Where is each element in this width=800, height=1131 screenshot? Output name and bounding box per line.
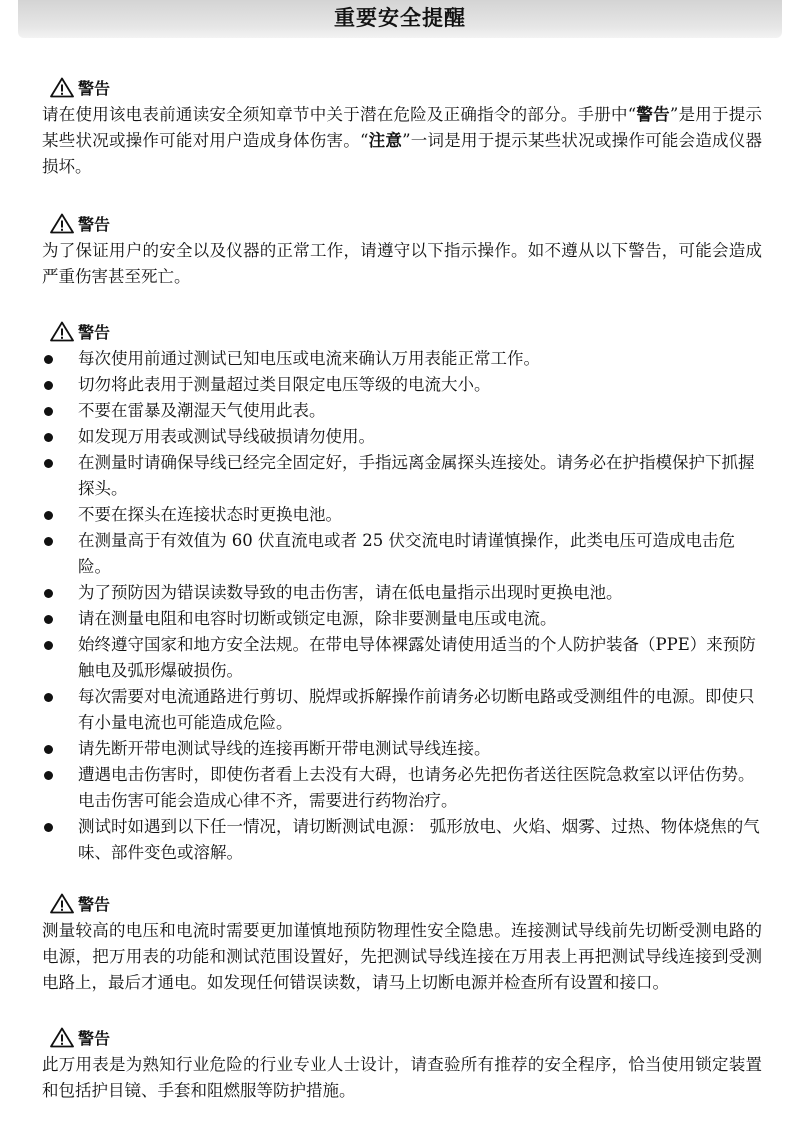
warning-label: 警告: [78, 894, 111, 914]
list-item: 在测量高于有效值为 60 伏直流电或者 25 伏交流电时请谨慎操作，此类电压可造成电击危险。: [42, 528, 762, 580]
warning-label: 警告: [78, 214, 111, 234]
bullet-dot-icon: [44, 589, 53, 598]
caution-term: 注意: [368, 131, 403, 150]
list-item: 在测量时请确保导线已经完全固定好，手指远离金属探头连接处。请务必在护指模保护下抓握探头。: [42, 450, 762, 502]
warning-triangle-icon: [50, 77, 74, 98]
bullet-dot-icon: [44, 459, 53, 468]
warning-text: 请在使用该电表前通读安全须知章节中关于潜在危险及正确指令的部分。手册中“警告”是用于提示某些状况或操作可能对用户造成身体伤害。“注意”一词是用于提示某些状况或操作可能会造成仪器损坏。: [42, 105, 763, 176]
warning-heading: [50, 208, 762, 238]
bullet-dot-icon: [44, 823, 53, 832]
list-item: 切勿将此表用于测量超过类目限定电压等级的电流大小。: [42, 372, 762, 398]
bullet-dot-icon: [44, 511, 53, 520]
warning-triangle-icon: [50, 1027, 74, 1048]
warning-label: 警告: [78, 322, 111, 342]
page-title: 重要安全提醒: [334, 6, 466, 30]
list-item: 每次需要对电流通路进行剪切、脱焊或拆解操作前请务必切断电路或受测组件的电源。即使只有小量电流也可能造成危险。: [42, 684, 762, 736]
warning-section-4: [42, 888, 762, 996]
bullet-dot-icon: [44, 433, 53, 442]
warning-triangle-icon: [50, 213, 74, 234]
warning-label: 警告: [78, 1028, 111, 1048]
list-item: 请在测量电阻和电容时切断或锁定电源，除非要测量电压或电流。: [42, 606, 762, 632]
bullet-dot-icon: [44, 745, 53, 754]
warning-text: 此万用表是为熟知行业危险的行业专业人士设计，请查验所有推荐的安全程序，恰当使用锁定装置和包括护目镜、手套和阻燃服等防护措施。: [42, 1055, 762, 1100]
list-item: 每次使用前通过测试已知电压或电流来确认万用表能正常工作。: [42, 346, 762, 372]
warning-triangle-icon: [50, 321, 74, 342]
list-item: 遭遇电击伤害时，即使伤者看上去没有大碍，也请务必先把伤者送往医院急救室以评估伤势。电击伤害可能会造成心律不齐，需要进行药物治疗。: [42, 762, 762, 814]
warning-section-1: [42, 72, 762, 180]
warning-heading: [50, 1022, 762, 1052]
warning-term: 警告: [636, 105, 670, 124]
bullet-dot-icon: [44, 641, 53, 650]
warning-heading: [50, 888, 762, 918]
bullet-dot-icon: [44, 407, 53, 416]
list-item: 请先断开带电测试导线的连接再断开带电测试导线连接。: [42, 736, 762, 762]
list-item: 不要在雷暴及潮湿天气使用此表。: [42, 398, 762, 424]
list-item: 不要在探头在连接状态时更换电池。: [42, 502, 762, 528]
warning-text: 为了保证用户的安全以及仪器的正常工作，请遵守以下指示操作。如不遵从以下警告，可能会造成严重伤害甚至死亡。: [42, 241, 762, 286]
page-title-bar: [18, 0, 782, 38]
safety-bullet-list: [42, 346, 762, 866]
warning-section-5: [42, 1022, 762, 1104]
list-item: 为了预防因为错误读数导致的电击伤害，请在低电量指示出现时更换电池。: [42, 580, 762, 606]
bullet-dot-icon: [44, 381, 53, 390]
bullet-dot-icon: [44, 771, 53, 780]
warning-heading: [50, 72, 762, 102]
list-item: 如发现万用表或测试导线破损请勿使用。: [42, 424, 762, 450]
warning-text: 测量较高的电压和电流时需要更加谨慎地预防物理性安全隐患。连接测试导线前先切断受测电路的电源，把万用表的功能和测试范围设置好，先把测试导线连接在万用表上再把测试导线连接到受测电路上，最后才通电。如发现任何错误读数，请马上切断电源并检查所有设置和接口。: [42, 921, 762, 992]
bullet-dot-icon: [44, 537, 53, 546]
warning-heading: [50, 316, 762, 346]
warning-triangle-icon: [50, 893, 74, 914]
warning-section-2: [42, 208, 762, 290]
safety-content: [42, 72, 762, 1104]
warning-section-3: [42, 316, 762, 866]
bullet-dot-icon: [44, 693, 53, 702]
bullet-dot-icon: [44, 615, 53, 624]
bullet-dot-icon: [44, 355, 53, 364]
list-item: 测试时如遇到以下任一情况，请切断测试电源： 弧形放电、火焰、烟雾、过热、物体烧焦的气味、部件变色或溶解。: [42, 814, 762, 866]
list-item: 始终遵守国家和地方安全法规。在带电导体裸露处请使用适当的个人防护装备（PPE）来预防触电及弧形爆破损伤。: [42, 632, 762, 684]
warning-label: 警告: [78, 78, 111, 98]
